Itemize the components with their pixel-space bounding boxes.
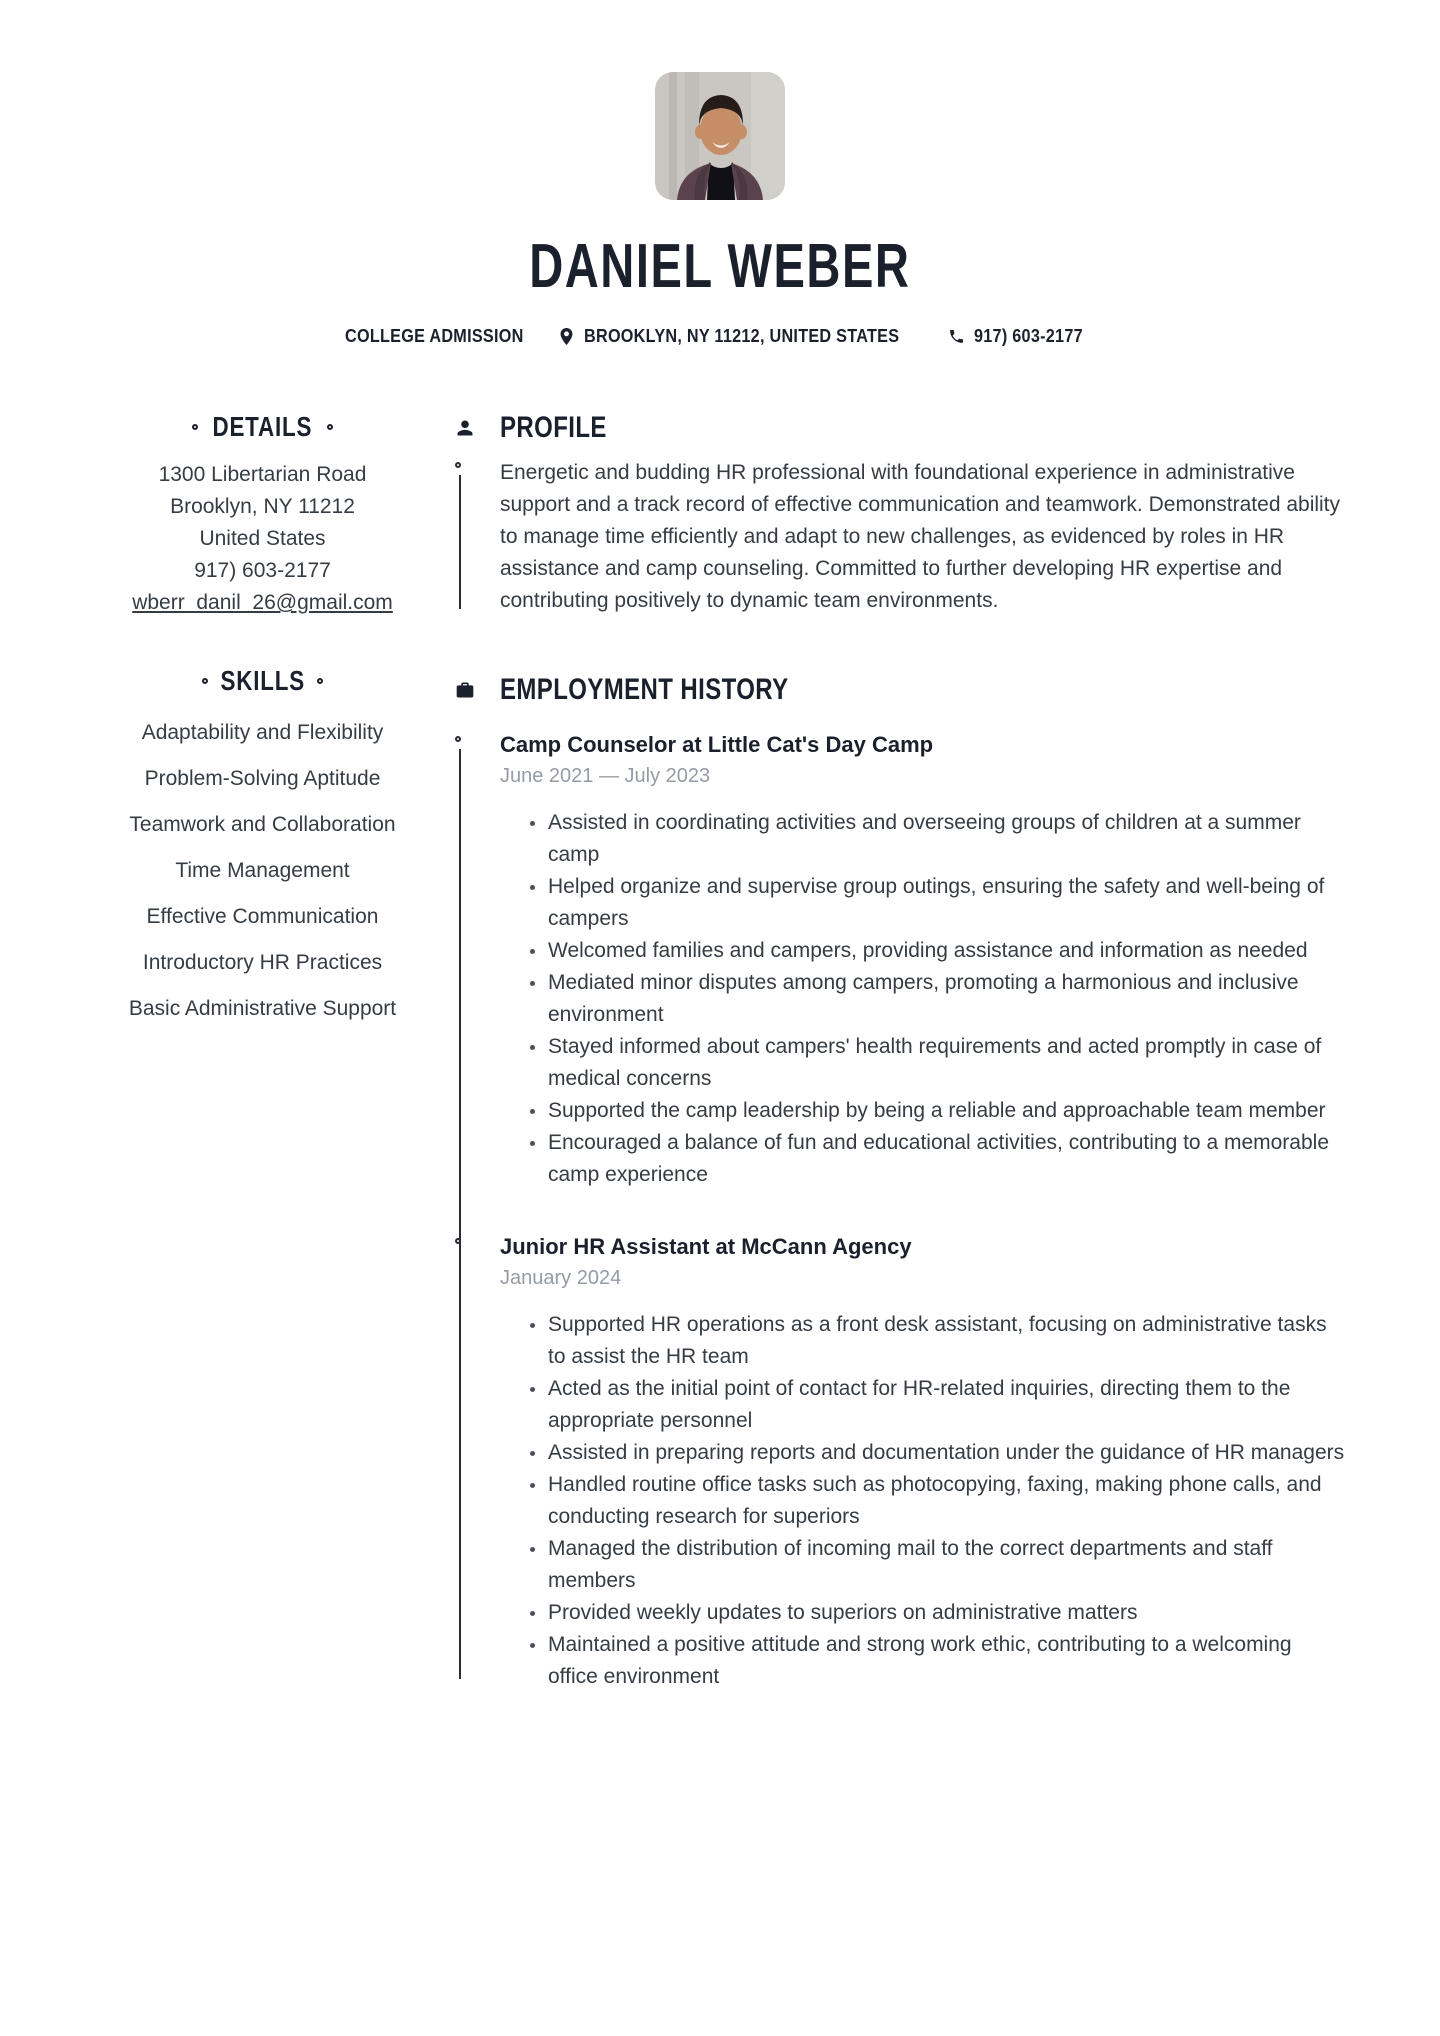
job-bullet: Encouraged a balance of fun and educational activities, contributing to a memorable camp experience — [500, 1127, 1345, 1191]
employment-section — [455, 675, 1345, 1693]
details-heading — [120, 413, 405, 441]
profile-heading — [455, 413, 1345, 443]
ring-decoration-icon — [317, 678, 323, 684]
phone-text: 917) 603-2177 — [973, 326, 1083, 346]
job-bullet: Welcomed families and campers, providing assistance and information as needed — [500, 935, 1345, 967]
job-title: Junior HR Assistant at McCann Agency — [500, 1234, 912, 1259]
job-bullet: Assisted in coordinating activities and overseeing groups of children at a summer camp — [500, 807, 1345, 871]
job-bullet: Supported HR operations as a front desk assistant, focusing on administrative tasks to assist the HR team — [500, 1309, 1345, 1373]
skill-item: Time Management — [175, 859, 350, 882]
email-link[interactable]: wberr_danil_26@gmail.com — [132, 591, 393, 614]
job-bullet: Handled routine office tasks such as photocopying, faxing, making phone calls, and conducting research for superiors — [500, 1469, 1345, 1533]
contact-location — [558, 326, 934, 347]
ring-decoration-icon — [202, 678, 208, 684]
job-title: Camp Counselor at Little Cat's Day Camp — [500, 732, 934, 757]
job-bullet: Stayed informed about campers' health requirements and acted promptly in case of medical concerns — [500, 1031, 1345, 1095]
person-icon — [455, 418, 475, 438]
sidebar — [120, 413, 405, 1693]
contact-phone — [948, 326, 1095, 347]
skills-list — [120, 717, 405, 1025]
map-pin-icon — [558, 328, 575, 345]
main-column — [455, 413, 1345, 1693]
job-bullet: Supported the camp leadership by being a reliable and approachable team member — [500, 1095, 1345, 1127]
employment-timeline — [455, 731, 1345, 1693]
resume-header — [0, 72, 1440, 347]
skill-item: Problem-Solving Aptitude — [144, 767, 381, 790]
phone-icon — [948, 328, 965, 345]
profile-body — [455, 457, 1345, 617]
timeline-dot-icon — [455, 1238, 461, 1244]
location-text: BROOKLYN, NY 11212, UNITED STATES — [583, 326, 899, 346]
timeline-line — [459, 749, 461, 1679]
ring-decoration-icon — [192, 424, 198, 430]
job-bullet: Managed the distribution of incoming mail to the correct departments and staff members — [500, 1533, 1345, 1597]
profile-heading-text: PROFILE — [500, 411, 607, 444]
profile-text: Energetic and budding HR professional with foundational experience in administrative support and a track record of effective communication and teamwork. Demonstrated ability to manage time efficiently and adapt to new challenges, as evidenced by roles in HR assistance and camp counseling. Committed to further developing HR expertise and contributing positively to dynamic team environments. — [500, 461, 1341, 612]
job-bullets — [500, 1309, 1345, 1693]
ring-decoration-icon — [327, 424, 333, 430]
details-lines — [120, 459, 405, 619]
contact-row — [0, 326, 1440, 347]
profile-photo — [655, 72, 785, 200]
details-heading-text: DETAILS — [212, 411, 313, 442]
job-entry — [500, 1233, 1345, 1693]
job-entry — [500, 731, 1345, 1191]
job-title-text: COLLEGE ADMISSION — [345, 326, 524, 346]
candidate-name: DANIEL WEBER — [529, 232, 911, 301]
timeline-dot-icon — [455, 462, 461, 468]
skill-item: Teamwork and Collaboration — [129, 813, 396, 836]
job-bullet: Provided weekly updates to superiors on administrative matters — [500, 1597, 1345, 1629]
timeline-line — [459, 475, 461, 609]
profile-section — [455, 413, 1345, 617]
skill-item: Effective Communication — [146, 905, 379, 928]
job-dates: January 2024 — [500, 1267, 622, 1289]
details-section — [120, 413, 405, 619]
skill-item: Basic Administrative Support — [128, 997, 397, 1020]
job-bullet: Mediated minor disputes among campers, promoting a harmonious and inclusive environment — [500, 967, 1345, 1031]
employment-heading — [455, 675, 1345, 705]
briefcase-icon — [455, 680, 475, 700]
job-bullet: Acted as the initial point of contact for HR-related inquiries, directing them to the appropriate personnel — [500, 1373, 1345, 1437]
job-dates: June 2021 — July 2023 — [500, 765, 711, 787]
contact-job-title — [345, 326, 543, 347]
skills-heading-text: SKILLS — [220, 665, 305, 696]
skills-heading — [120, 667, 405, 695]
skills-section — [120, 667, 405, 1025]
phone-line: 917) 603-2177 — [194, 559, 331, 582]
address-line-1: 1300 Libertarian Road — [158, 463, 367, 486]
resume-body — [0, 413, 1440, 1693]
job-bullet: Helped organize and supervise group outings, ensuring the safety and well-being of campers — [500, 871, 1345, 935]
job-bullets — [500, 807, 1345, 1191]
address-line-2: Brooklyn, NY 11212 — [170, 495, 355, 518]
job-bullet: Assisted in preparing reports and documentation under the guidance of HR managers — [500, 1437, 1345, 1469]
job-bullet: Maintained a positive attitude and strong work ethic, contributing to a welcoming office environment — [500, 1629, 1345, 1693]
address-line-3: United States — [199, 527, 326, 550]
employment-heading-text: EMPLOYMENT HISTORY — [500, 673, 789, 706]
skill-item: Introductory HR Practices — [142, 951, 383, 974]
timeline-dot-icon — [455, 736, 461, 742]
skill-item: Adaptability and Flexibility — [141, 721, 384, 744]
